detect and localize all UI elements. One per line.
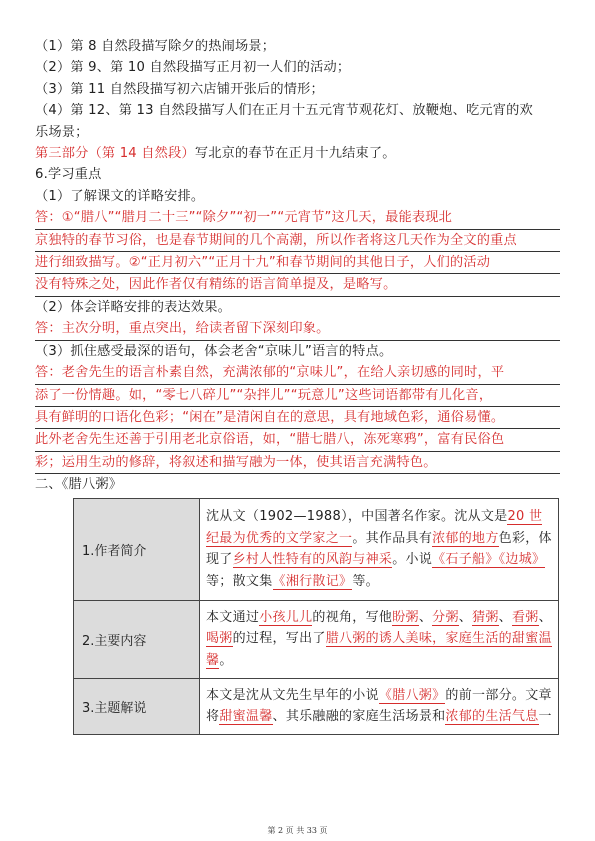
answer-line: 京独特的春节习俗，也是春节期间的几个高潮，所以作者将这几天作为全文的重点 xyxy=(35,230,560,252)
highlight-span: 浓郁的生活气息 xyxy=(445,709,539,725)
text-span: 一 xyxy=(538,709,552,725)
highlight-span: 乡村人性特有的风韵与神采 xyxy=(232,552,393,568)
highlight-span: 腊八粥的诱人美味，家庭生活的甜蜜温馨 xyxy=(206,631,552,668)
answer-line: 没有特殊之处，因此作者仅有精练的语言简单提及，是略写。 xyxy=(35,274,560,296)
text-span: 沈从文（1902—1988），中国著名作家。沈从文是 xyxy=(206,509,508,525)
text-span: 的前一部分。文章将 xyxy=(206,687,552,725)
outline-item-4: （4）第 12、第 13 自然段描写人们在正月十五元宵节观花灯、放鞭炮、吃元宵的欢 xyxy=(35,103,533,119)
answer-line: 答：①“腊八”“腊月二十三”“除夕”“初一”“元宵节”这几天，最能表现北 xyxy=(35,207,560,229)
answer-line: 答：老舍先生的语言朴素自然，充满浓郁的“京味儿”，在给人亲切感的同时，平 xyxy=(35,362,560,384)
highlight-span: 盼粥 xyxy=(392,609,419,625)
text-span: 的过程，写出了 xyxy=(232,631,326,647)
row-label: 3.主题解说 xyxy=(74,678,200,734)
text-span: 色彩，体现了 xyxy=(206,530,552,568)
question-2: （2）体会详略安排的表达效果。 xyxy=(35,299,232,315)
text-span: 、 xyxy=(498,609,512,625)
answer-1 xyxy=(35,207,560,297)
outline-item-4-cont: 乐场景； xyxy=(35,124,89,140)
highlight-span: 《腊八粥》 xyxy=(378,687,446,703)
part-three-text: 写北京的春节在正月十九结束了。 xyxy=(194,146,396,162)
highlight-span: 小孩儿儿 xyxy=(259,609,313,625)
text-span: 、 xyxy=(538,609,552,625)
text-span: 的视角，写他 xyxy=(312,609,393,625)
row-content xyxy=(200,678,559,734)
highlight-span: 《石子船》《边城》 xyxy=(432,552,546,568)
highlight-span: 甜蜜温馨 xyxy=(219,709,273,725)
highlight-span: 猜粥 xyxy=(472,609,499,625)
info-table xyxy=(73,498,559,735)
answer-line: 进行细致描写。②“正月初六”“正月十九”和春节期间的其他日子，人们的活动 xyxy=(35,252,560,274)
answer-line: 添了一份情趣。如，“零七八碎儿”“杂拌儿”“玩意儿”这些词语都带有儿化音， xyxy=(35,385,560,407)
text-span: 等。 xyxy=(352,573,379,589)
part-three-line xyxy=(35,143,560,164)
outline-item-1: （1）第 8 自然段描写除夕的热闹场景； xyxy=(35,39,276,54)
text-span: 本文通过 xyxy=(206,609,260,625)
outline-item-3: （3）第 11 自然段描写初六店铺开张后的情形； xyxy=(35,81,324,97)
text-span: 、 xyxy=(458,609,473,625)
text-span: 等；散文集 xyxy=(206,573,273,589)
part-three-heading: 第三部分（第 14 自然段） xyxy=(35,146,195,162)
row-label: 2.主要内容 xyxy=(74,600,200,678)
table-row xyxy=(74,678,559,734)
highlight-span: 分粥 xyxy=(432,609,459,625)
answer-line: 答：主次分明，重点突出，给读者留下深刻印象。 xyxy=(35,318,560,340)
highlight-span: 20 世纪最为优秀的文学家之一 xyxy=(206,509,543,546)
highlight-span: 看粥 xyxy=(511,609,539,625)
highlight-span: 浓郁的地方 xyxy=(432,530,499,546)
answer-line: 具有鲜明的口语化色彩；“闲在”是清闲自在的意思，具有地域色彩，通俗易懂。 xyxy=(35,407,560,429)
table-row xyxy=(74,600,559,678)
outline-item-2: （2）第 9、第 10 自然段描写正月初一人们的活动； xyxy=(35,60,351,76)
row-content xyxy=(200,600,559,678)
answer-2 xyxy=(35,318,560,340)
text-span: 本文是沈从文先生早年的小说 xyxy=(206,687,379,703)
text-span: 。其作品具有 xyxy=(352,530,433,546)
table-row xyxy=(74,498,559,600)
row-label: 1.作者简介 xyxy=(74,498,200,600)
highlight-span: 喝粥 xyxy=(206,631,233,647)
text-span: 、 xyxy=(418,609,433,625)
row-content xyxy=(200,498,559,600)
text-span: 。 xyxy=(219,652,233,668)
page-footer: 第 2 页 共 33 页 xyxy=(267,826,328,835)
question-1: （1）了解课文的详略安排。 xyxy=(35,188,205,204)
section-heading-6: 6.学习重点 xyxy=(35,167,102,183)
text-span: 。小说 xyxy=(392,552,433,568)
answer-line: 彩；运用生动的修辞，将叙述和描写融为一体，使其语言充满特色。 xyxy=(35,452,560,474)
document-page xyxy=(35,36,560,735)
highlight-span: 《湘行散记》 xyxy=(272,573,353,589)
text-span: 、其乐融融的家庭生活场景和 xyxy=(272,709,446,725)
question-3: （3）抓住感受最深的语句，体会老舍“京味儿”语言的特点。 xyxy=(35,343,393,359)
answer-line: 此外老舍先生还善于引用老北京俗语，如，“腊七腊八，冻死寒鸦”，富有民俗色 xyxy=(35,429,560,451)
answer-3 xyxy=(35,362,560,474)
section-heading-2: 二、《腊八粥》 xyxy=(35,477,123,493)
